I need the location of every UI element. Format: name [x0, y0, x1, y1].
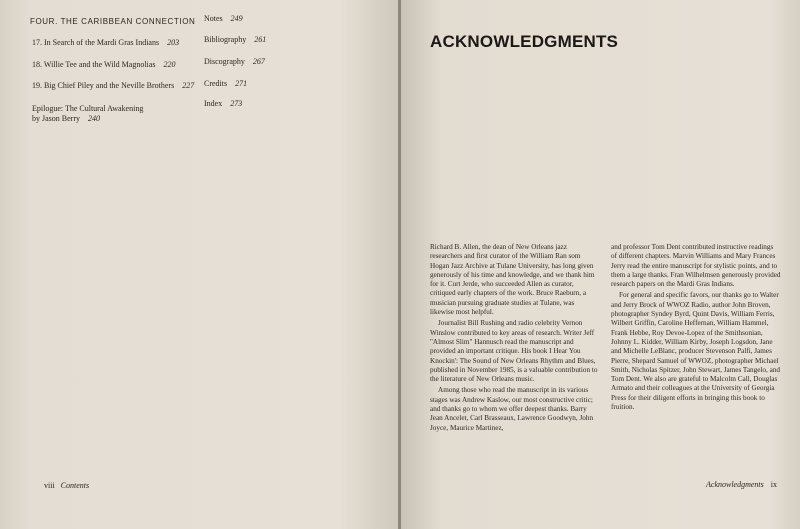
toc-notes	[204, 14, 243, 24]
toc-page-number: 240	[88, 114, 100, 123]
toc-bibliography	[204, 35, 266, 45]
toc-backmatter-title: Notes	[204, 14, 223, 23]
toc-backmatter-title: Discography	[204, 57, 245, 66]
toc-page-number: 249	[230, 14, 243, 23]
text-column-left	[430, 243, 600, 433]
toc-page-number: 227	[182, 81, 195, 90]
text-column-right	[611, 243, 781, 412]
toc-credits	[204, 79, 247, 89]
toc-chapter-18	[32, 60, 175, 70]
toc-page-number: 273	[230, 99, 243, 108]
toc-epilogue-byline	[32, 114, 100, 124]
paragraph: For general and specific favors, our thanks go to Walter and Jerry Brock of WWOZ Radio, author John Broven, photographer Syndey Byrd, Quint Davis, William Ferris, Wilbert Griffin, Caroline Heffernan, William Hammel, Frank Hebbe, Roy Devoe-Lopez of the Smithsonian, Johnny L. Kidder, William Kirby, Joseph Logsdon, Jane and Michelle LeBlanc, producer Stevenson Palfi, James Pierre, Shepard Samuel of WWOZ, photographer Michael Smith, Nicholas Spitzer, John Stewart, James Tangelo, and Tom Dent. We also are grateful to Malcolm Call, Douglas Armato and their colleagues at the University of Georgia Press for their diligent efforts in bringing this book to fruition.	[611, 291, 780, 412]
folio-label: Contents	[60, 481, 90, 490]
toc-discography	[204, 57, 265, 67]
toc-chapter-title: 19. Big Chief Piley and the Neville Brothers	[32, 81, 175, 90]
toc-page-number: 261	[254, 35, 267, 44]
paragraph: Among those who read the manuscript in its various stages was Andrew Kaslow, our most constructive critic; and thanks go to whom we offer deepest thanks. Barry Jean Ancelet, Carl Brasseaux, Lawrence Goodwyn, John Joyce, Maurice Martinez,	[430, 386, 594, 432]
toc-chapter-title: 18. Willie Tee and the Wild Magnolias	[32, 60, 156, 69]
toc-epilogue: Epilogue: The Cultural Awakening	[32, 104, 144, 113]
toc-backmatter-title: Credits	[204, 79, 228, 88]
toc-backmatter-title: Index	[204, 99, 223, 108]
page-title: ACKNOWLEDGMENTS	[430, 32, 619, 51]
paragraph: and professor Tom Dent contributed instructive readings of different chapters. Marvin Williams and Mary Frances Jerry read the entire manuscript for stylistic points, and to them a large thanks. Fran Wilhelmsen generously provided research papers on the Mardi Gras Indians.	[611, 243, 781, 289]
toc-chapter-19	[32, 81, 194, 91]
toc-page-number: 203	[167, 38, 180, 47]
toc-byline: by Jason Berry	[32, 114, 80, 123]
right-folio	[706, 480, 777, 489]
paragraph: Richard B. Allen, the dean of New Orleans jazz researchers and first curator of the William Ran som Hogan Jazz Archive at Tulane University, has long given generously of his time and knowledge, and we thank him for it. Curt Jerde, who succeeded Allen as curator, critiqued early chapters of the work. Bruce Raeburn, a musician pursuing graduate studies at Tulane, was likewise most helpful.	[430, 243, 595, 317]
contents-page	[0, 0, 399, 529]
toc-page-number: 271	[235, 79, 248, 88]
toc-backmatter-title: Bibliography	[204, 35, 247, 44]
toc-chapter-17	[32, 38, 179, 48]
toc-index	[204, 99, 242, 109]
toc-part-four: FOUR. THE CARIBBEAN CONNECTION	[30, 17, 196, 26]
toc-page-number: 220	[163, 60, 176, 69]
left-folio	[44, 481, 89, 490]
toc-chapter-title: 17. In Search of the Mardi Gras Indians	[32, 38, 160, 47]
folio-label: Acknowledgments	[706, 480, 764, 489]
paragraph: Journalist Bill Rushing and radio celebrity Vernon Winslow contributed to key areas of research. Writer Jeff "Almost Slim" Hannusch read the manuscript and provided an important critique. His book I Hear You Knockin': The Sound of New Orleans Rhythm and Blues, published in November 1985, is a valuable contribution to the literature of New Orleans music.	[430, 319, 598, 384]
folio-number: viii	[44, 481, 55, 490]
toc-page-number: 267	[252, 57, 265, 66]
folio-number: ix	[770, 480, 777, 489]
